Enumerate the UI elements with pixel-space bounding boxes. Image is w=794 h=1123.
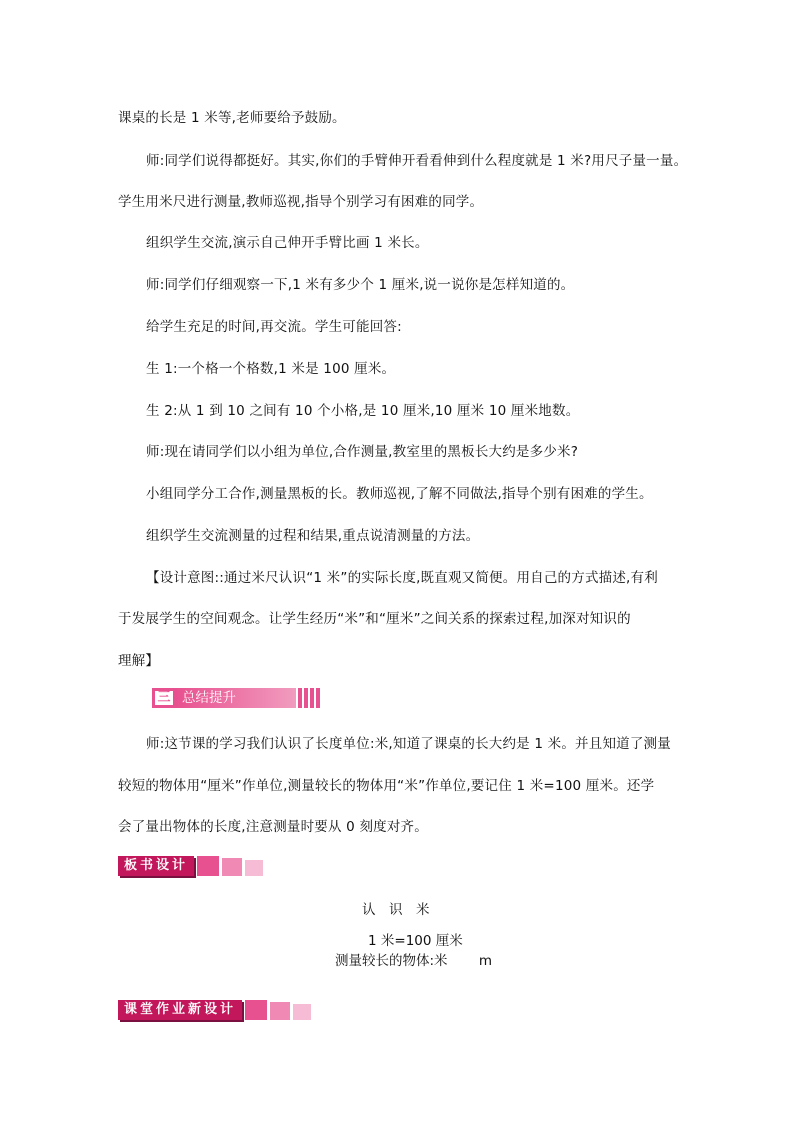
paragraph: 师:同学们说得都挺好。其实,你们的手臂伸开看看伸到什么程度就是 1 米?用尺子量一量。 bbox=[146, 153, 688, 169]
section-number-box bbox=[152, 688, 176, 708]
decor-square-icon bbox=[270, 1002, 290, 1020]
decor-square-icon bbox=[222, 858, 242, 876]
paragraph: 课桌的长是 1 米等,老师要给予鼓励。 bbox=[118, 110, 346, 126]
design-intent-line: 【设计意图::通过米尺认识“1 米”的实际长度,既直观又简便。用自己的方式描述,有利 bbox=[146, 570, 658, 586]
decor-square-icon bbox=[245, 860, 263, 876]
design-intent-line: 于发展学生的空间观念。让学生经历“米”和“厘米”之间关系的探索过程,加深对知识的 bbox=[118, 611, 631, 627]
section-header bbox=[152, 688, 322, 708]
board-design-label: 板书设计 bbox=[118, 856, 194, 876]
decor-square-icon bbox=[197, 856, 219, 876]
board-title: 认 识 米 bbox=[362, 902, 430, 918]
summary-line: 会了量出物体的长度,注意测量时要从 0 刻度对齐。 bbox=[118, 819, 428, 835]
homework-label: 课堂作业新设计 bbox=[118, 1000, 242, 1020]
paragraph: 师:现在请同学们以小组为单位,合作测量,教室里的黑板长大约是多少米? bbox=[146, 444, 579, 460]
board-design-tag bbox=[118, 856, 263, 876]
paragraph: 生 2:从 1 到 10 之间有 10 个小格,是 10 厘米,10 厘米 10 厘米地数。 bbox=[146, 403, 580, 419]
paragraph: 师:同学们仔细观察一下,1 米有多少个 1 厘米,说一说你是怎样知道的。 bbox=[146, 277, 575, 293]
paragraph: 给学生充足的时间,再交流。学生可能回答: bbox=[146, 319, 402, 335]
design-intent-line: 理解】 bbox=[118, 653, 160, 669]
paragraph: 小组同学分工合作,测量黑板的长。教师巡视,了解不同做法,指导个别有困难的学生。 bbox=[146, 486, 653, 502]
section-title: 总结提升 bbox=[176, 688, 296, 708]
section-number: 三 bbox=[155, 691, 173, 705]
decor-square-icon bbox=[245, 1000, 267, 1020]
homework-tag bbox=[118, 1000, 311, 1020]
paragraph: 组织学生交流,演示自己伸开手臂比画 1 米长。 bbox=[146, 235, 429, 251]
summary-line: 师:这节课的学习我们认识了长度单位:米,知道了课桌的长大约是 1 米。并且知道了测量 bbox=[146, 736, 671, 752]
board-line: 测量较长的物体:米 m bbox=[335, 953, 492, 969]
paragraph: 组织学生交流测量的过程和结果,重点说清测量的方法。 bbox=[146, 528, 480, 544]
section-stripes-decoration bbox=[298, 688, 322, 708]
decor-square-icon bbox=[293, 1004, 311, 1020]
summary-line: 较短的物体用“厘米”作单位,测量较长的物体用“米”作单位,要记住 1 米=100 厘米。还学 bbox=[118, 778, 655, 794]
board-line: 1 米=100 厘米 bbox=[368, 933, 463, 949]
paragraph: 学生用米尺进行测量,教师巡视,指导个别学习有困难的同学。 bbox=[118, 194, 484, 210]
paragraph: 生 1:一个格一个格数,1 米是 100 厘米。 bbox=[146, 361, 396, 377]
